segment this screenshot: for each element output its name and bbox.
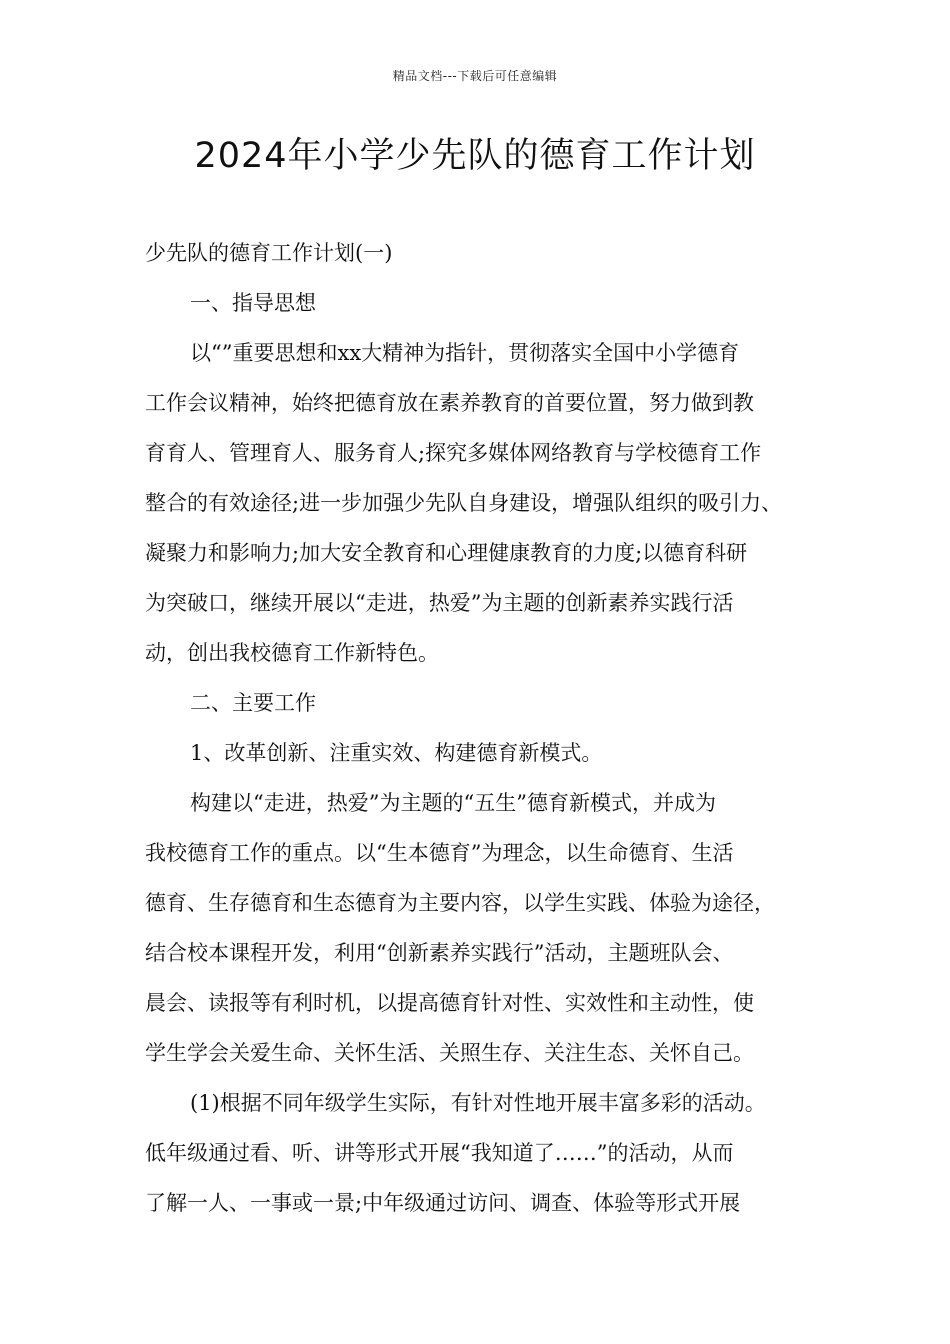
paragraph-line: 二、主要工作 — [190, 691, 316, 715]
paragraph-line: 动，创出我校德育工作新特色。 — [145, 641, 439, 665]
paragraph-line: 学生学会关爱生命、关怀生活、关照生存、关注生态、关怀自己。 — [145, 1041, 754, 1065]
document-title: 2024年小学少先队的德育工作计划 — [194, 136, 756, 176]
paragraph-line: 一、指导思想 — [190, 291, 316, 315]
paragraph-line: 整合的有效途径;进一步加强少先队自身建设，增强队组织的吸引力、 — [145, 491, 783, 515]
document-body — [145, 228, 835, 1228]
paragraph-line: 1、改革创新、注重实效、构建德育新模式。 — [190, 741, 603, 765]
paragraph-line: 结合校本课程开发，利用“创新素养实践行”活动，主题班队会、 — [145, 941, 734, 965]
paragraph-line: 了解一人、一事或一景;中年级通过访问、调查、体验等形式开展 — [145, 1191, 741, 1215]
paragraph-line: 德育、生存德育和生态德育为主要内容，以学生实践、体验为途径， — [145, 891, 775, 915]
paragraph-line: 构建以“走进，热爱”为主题的“五生”德育新模式，并成为 — [190, 791, 716, 815]
paragraph-line: 晨会、读报等有利时机，以提高德育针对性、实效性和主动性，使 — [145, 991, 754, 1015]
paragraph-line: 育育人、管理育人、服务育人;探究多媒体网络教育与学校德育工作 — [145, 441, 762, 465]
paragraph-line: (1)根据不同年级学生实际，有针对性地开展丰富多彩的活动。 — [190, 1091, 766, 1115]
paragraph-line: 我校德育工作的重点。以“生本德育”为理念，以生命德育、生活 — [145, 841, 734, 865]
paragraph-line: 凝聚力和影响力;加大安全教育和心理健康教育的力度;以德育科研 — [145, 541, 748, 565]
paragraph-line: 为突破口，继续开展以“走进，热爱”为主题的创新素养实践行活 — [145, 591, 734, 615]
paragraph-line: 工作会议精神，始终把德育放在素养教育的首要位置，努力做到教 — [145, 391, 754, 415]
paragraph-line: 以“”重要思想和xx大精神为指针，贯彻落实全国中小学德育 — [190, 341, 740, 365]
paragraph-line: 低年级通过看、听、讲等形式开展“我知道了……”的活动，从而 — [145, 1141, 734, 1165]
paragraph-line: 少先队的德育工作计划(一) — [145, 241, 393, 265]
header-note: 精品文档---下载后可任意编辑 — [392, 69, 558, 83]
